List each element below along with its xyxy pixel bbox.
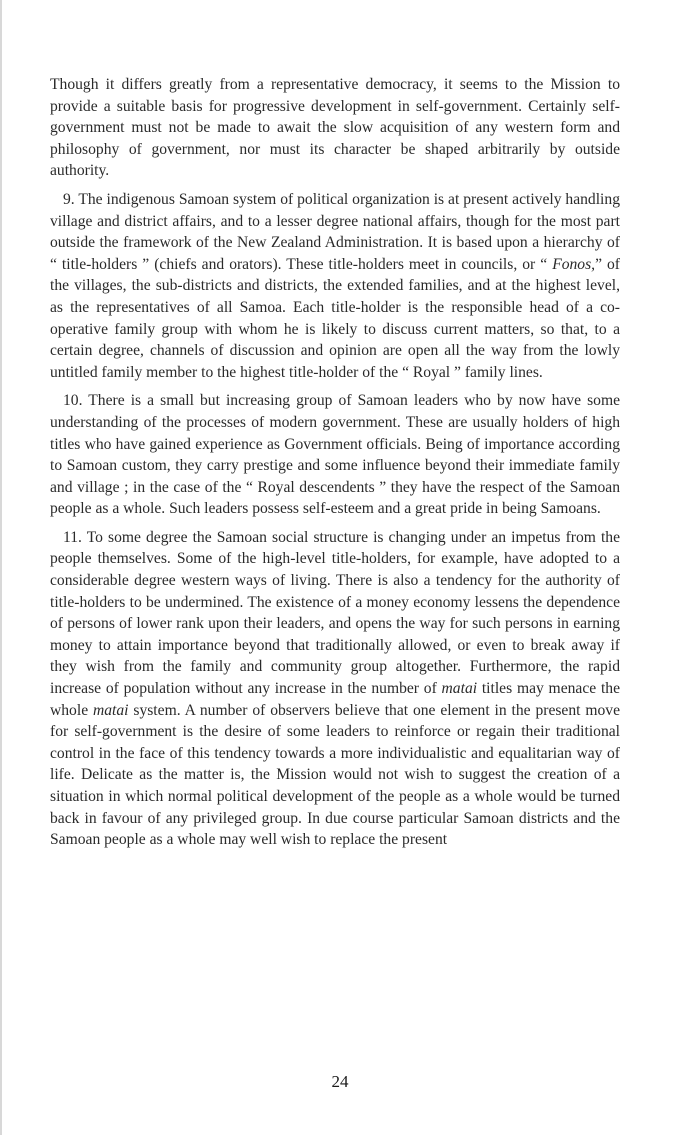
paragraph-text: Though it differs greatly from a representative democracy, it seems to the Mission to provide a suitable basis for progressive development in self-government. Certainly self-government must not be made to await the slow acquisition of any western form and philosophy of government, nor must its character be shaped arbitrarily by outside authority.: [50, 76, 620, 180]
paragraph-text: titles may menace the whole: [50, 680, 620, 719]
paragraph-11: [50, 527, 620, 851]
paragraph-text: 10. There is a small but increasing group of Samoan leaders who by now have some understanding of the processes of modern government. These are usually holders of high titles who have gained experience as Government officials. Being of importance according to Samoan custom, they carry prestige and some influence beyond their immediate family and village ; in the case of the “ Royal descendents ” they have the respect of the Samoan people as a whole. Such leaders possess self-esteem and a great pride in being Samoans.: [50, 392, 620, 518]
page-number: 24: [331, 1072, 349, 1091]
italic-term: matai: [92, 701, 129, 719]
paragraph-9: [50, 189, 620, 383]
paragraph-text: ” of the villages, the sub-districts and districts, the extended families, and at the highest level, as the representatives of all Samoa. Each title-holder is the responsible head of a co-operative family group with whom he is likely to discuss current matters, so that, to a certain degree, channels of discussion and opinion are open all the way from the lowly untitled family member to the highest title-holder of the “ Royal ” family lines.: [50, 255, 621, 381]
paragraph-continuation: [50, 74, 620, 182]
page-edge: [0, 0, 2, 1135]
paragraph-text: 11. To some degree the Samoan social structure is changing under an impetus from the people themselves. Some of the high-level title-holders, for example, have adopted to a considerable degree western ways of living. There is also a tendency for the authority of title-holders to be undermined. The existence of a money economy lessens the dependence of persons of lower rank upon their leaders, and opens the way for such persons in earning money to attain importance beyond that traditionally allowed, or even to break away if they wish from the family and community group altogether. Furthermore, the rapid increase of population without any increase in the number of: [50, 528, 620, 698]
italic-term: Fonos,: [552, 255, 596, 273]
paragraph-text: system. A number of observers believe that one element in the present move for self-government is the desire of some leaders to reinforce or regain their traditional control in the face of this tendency towards a more individualistic and equalitarian way of life. Delicate as the matter is, the Mission would not wish to suggest the creation of a situation in which normal political development of the people as a whole would be turned back in favour of any privileged group. In due course particular Samoan districts and the Samoan people as a whole may well wish to replace the present: [50, 701, 620, 849]
document-page: [50, 74, 620, 858]
paragraph-text: 9. The indigenous Samoan system of political organization is at present actively handling village and district affairs, and to a lesser degree national affairs, though for the most part outside the framework of the New Zealand Administration. It is based upon a hierarchy of “ title-holders ” (chiefs and orators). These title-holders meet in councils, or “: [50, 190, 620, 273]
italic-term: matai: [441, 680, 478, 698]
paragraph-10: [50, 390, 620, 520]
